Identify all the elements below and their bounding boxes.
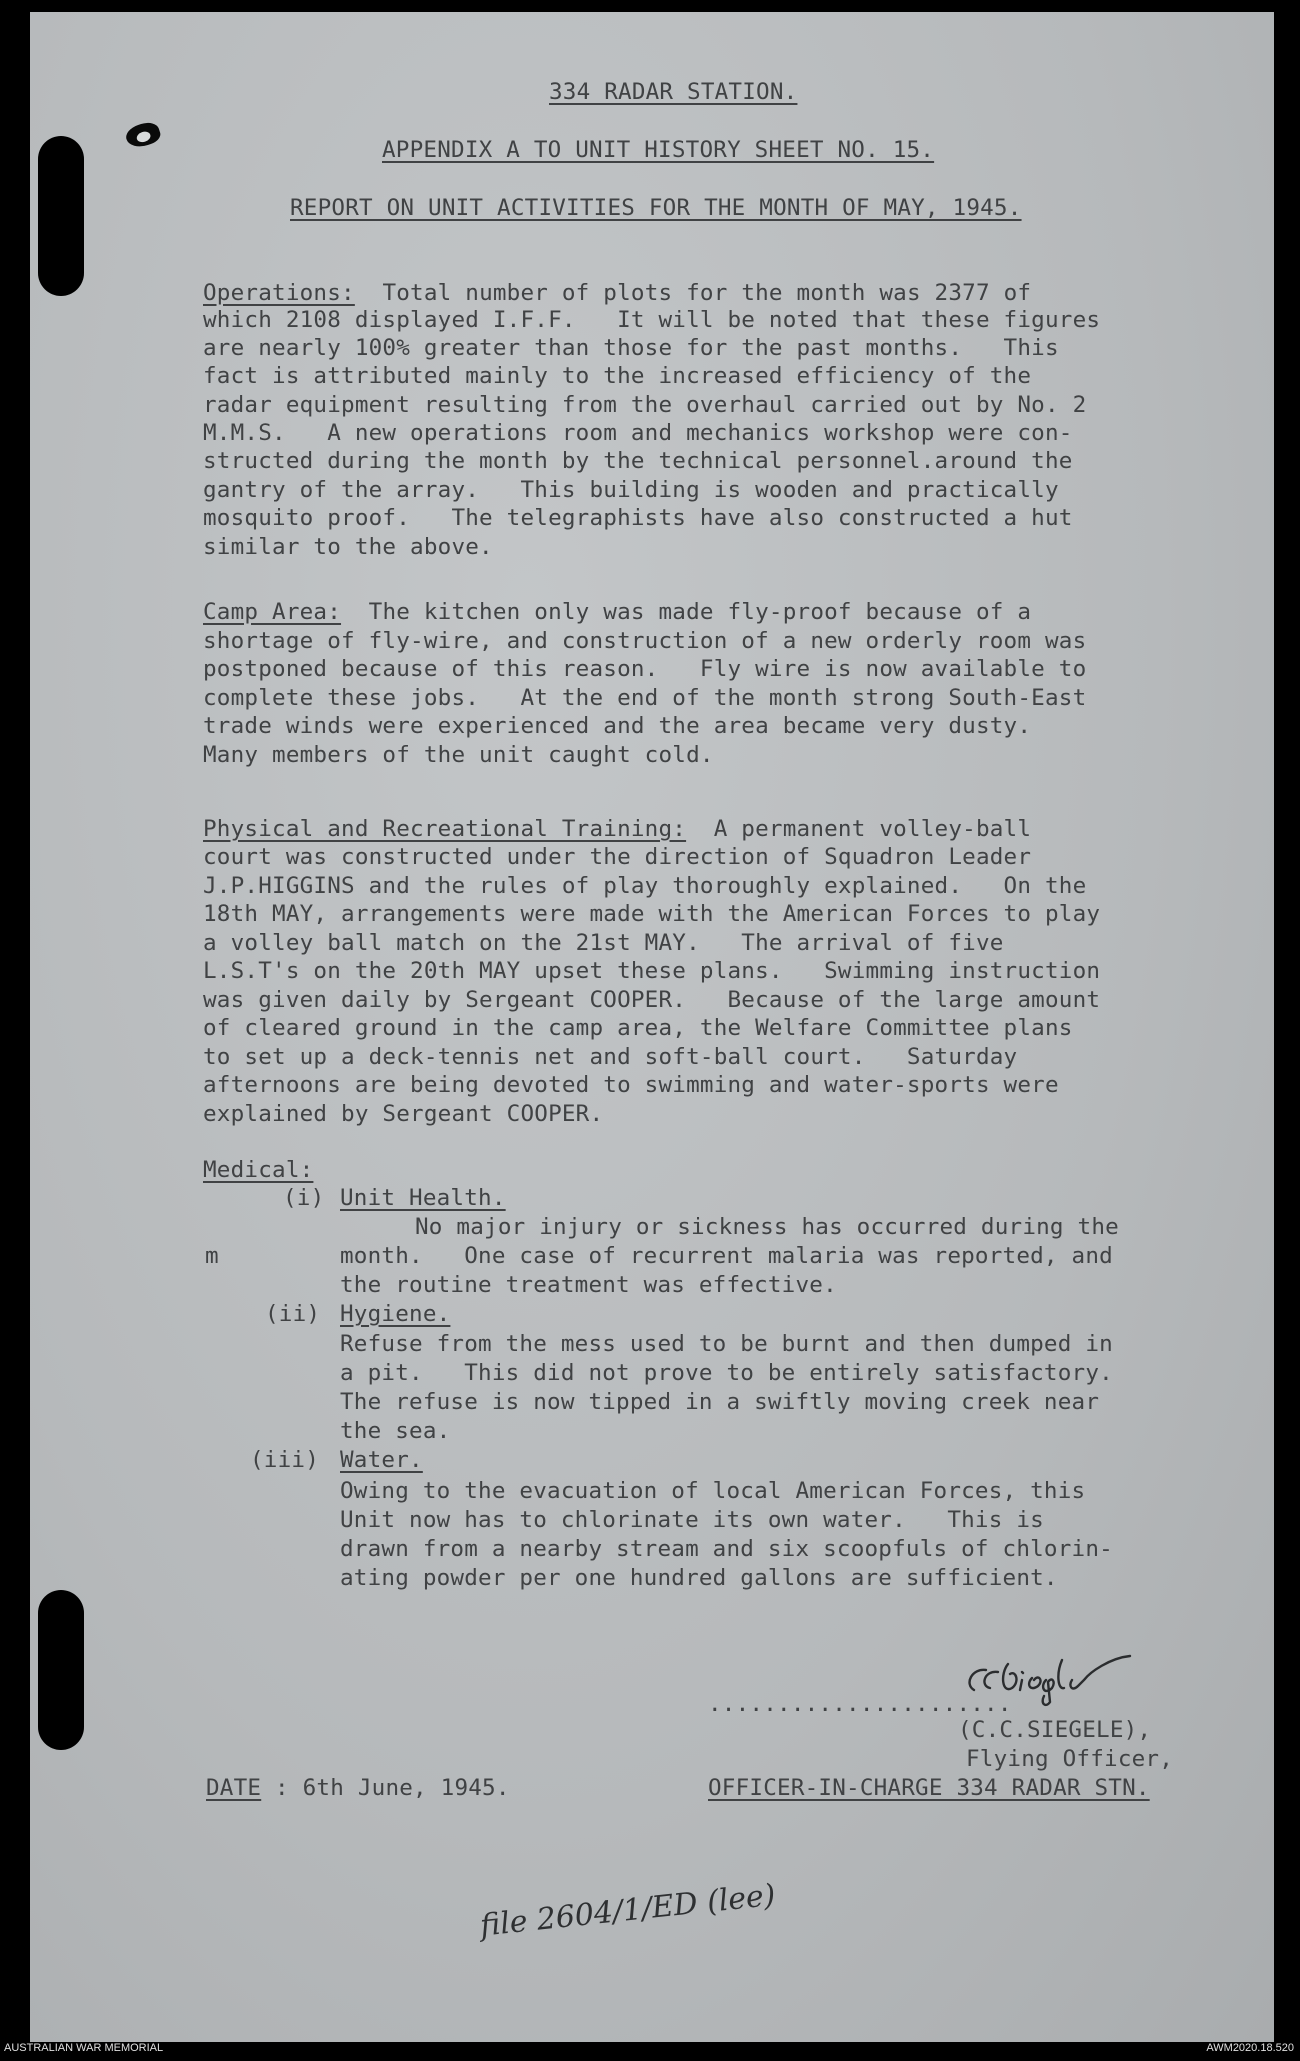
water-line: drawn from a nearby stream and six scoopfuls of chlorin- [340,1536,1113,1562]
training-line: afternoons are being devoted to swimming and water-sports were [203,1072,1059,1098]
camp-heading: Camp Area: [203,599,342,625]
training-line: a volley ball match on the 21st MAY. The arrival of five [203,930,1004,956]
operations-line: radar equipment resulting from the overhaul carried out by No. 2 [203,392,1087,418]
date-value: : 6th June, 1945. [261,1775,510,1801]
water-line: Unit now has to chlorinate its own water. This is [340,1507,1044,1533]
training-line: L.S.T's on the 20th MAY upset these plans. Swimming instruction [203,958,1101,984]
operations-line-1-text: Total number of plots for the month was 2377 of [354,280,1032,306]
training-line: to set up a deck-tennis net and soft-ball court. Saturday [203,1044,1018,1070]
officer-role: OFFICER-IN-CHARGE 334 RADAR STN. [708,1775,1150,1801]
operations-line: structed during the month by the technical personnel.around the [203,448,1073,474]
handwritten-file-note: file 2604/1/ED (lee) [478,1877,778,1944]
footer-right-id: AWM2020.18.520 [1206,2042,1294,2054]
hygiene-number: (ii) [265,1301,321,1327]
report-title: REPORT ON UNIT ACTIVITIES FOR THE MONTH OF MAY, 1945. [290,195,1022,221]
water-number: (iii) [250,1447,320,1473]
hygiene-title: Hygiene. [340,1301,451,1327]
health-line: the routine treatment was effective. [340,1272,837,1298]
footer-left-credit: AUSTRALIAN WAR MEMORIAL [4,2042,164,2054]
camp-line: trade winds were experienced and the area became very dusty. [203,713,1032,739]
date-line [206,1774,510,1803]
health-line: month. One case of recurrent malaria was reported, and [340,1243,1113,1269]
operations-line: which 2108 displayed I.F.F. It will be noted that these figures [203,307,1101,333]
training-heading: Physical and Recreational Training: [203,816,687,842]
training-line-1 [203,815,1031,844]
operations-line: fact is attributed mainly to the increased efficiency of the [203,363,1032,389]
training-line: of cleared ground in the camp area, the Welfare Committee plans [203,1015,1073,1041]
health-title: Unit Health. [340,1185,506,1211]
hygiene-line: a pit. This did not prove to be entirely satisfactory. [340,1360,1113,1386]
signature-dots: ...................... [708,1691,1012,1717]
water-title: Water. [340,1447,423,1473]
punch-hole-top [38,136,84,296]
camp-line: postponed because of this reason. Fly wire is now available to [203,656,1087,682]
appendix-title: APPENDIX A TO UNIT HISTORY SHEET NO. 15. [382,137,935,163]
training-line: was given daily by Sergeant COOPER. Because of the large amount [203,987,1101,1013]
hygiene-line: Refuse from the mess used to be burnt and then dumped in [340,1331,1113,1357]
training-line: court was constructed under the direction of Squadron Leader [203,844,1032,870]
training-line: explained by Sergeant COOPER. [203,1101,604,1127]
operations-line: are nearly 100% greater than those for the past months. This [203,335,1059,361]
operations-line: similar to the above. [203,534,493,560]
camp-line: complete these jobs. At the end of the month strong South-East [203,685,1087,711]
medical-heading: Medical: [203,1157,314,1183]
camp-line: Many members of the unit caught cold. [203,742,714,768]
punch-hole-bottom [38,1590,84,1750]
margin-mark: m [205,1243,219,1269]
operations-line-1 [203,279,1031,308]
water-line: Owing to the evacuation of local American Forces, this [340,1478,1086,1504]
operations-heading: Operations: [203,280,355,306]
station-title: 334 RADAR STATION. [549,79,798,105]
training-line: 18th MAY, arrangements were made with the American Forces to play [203,901,1101,927]
officer-name: (C.C.SIEGELE), [958,1717,1152,1743]
officer-rank: Flying Officer, [966,1746,1174,1772]
camp-line-1-text: The kitchen only was made fly-proof because of a [341,599,1032,625]
operations-line: mosquito proof. The telegraphists have also constructed a hut [203,505,1073,531]
water-line: ating powder per one hundred gallons are sufficient. [340,1565,1058,1591]
hygiene-line: The refuse is now tipped in a swiftly moving creek near [340,1389,1100,1415]
operations-line: gantry of the array. This building is wooden and practically [203,477,1059,503]
training-line: J.P.HIGGINS and the rules of play thoroughly explained. On the [203,873,1087,899]
date-label: DATE [206,1775,262,1801]
health-line: No major injury or sickness has occurred during the [415,1214,1119,1240]
hygiene-line: the sea. [340,1418,451,1444]
operations-line: M.M.S. A new operations room and mechanics workshop were con- [203,420,1073,446]
camp-line-1 [203,598,1031,627]
health-number: (i) [283,1185,325,1211]
camp-line: shortage of fly-wire, and construction of a new orderly room was [203,628,1087,654]
training-line-1-text: A permanent volley-ball [686,816,1032,842]
